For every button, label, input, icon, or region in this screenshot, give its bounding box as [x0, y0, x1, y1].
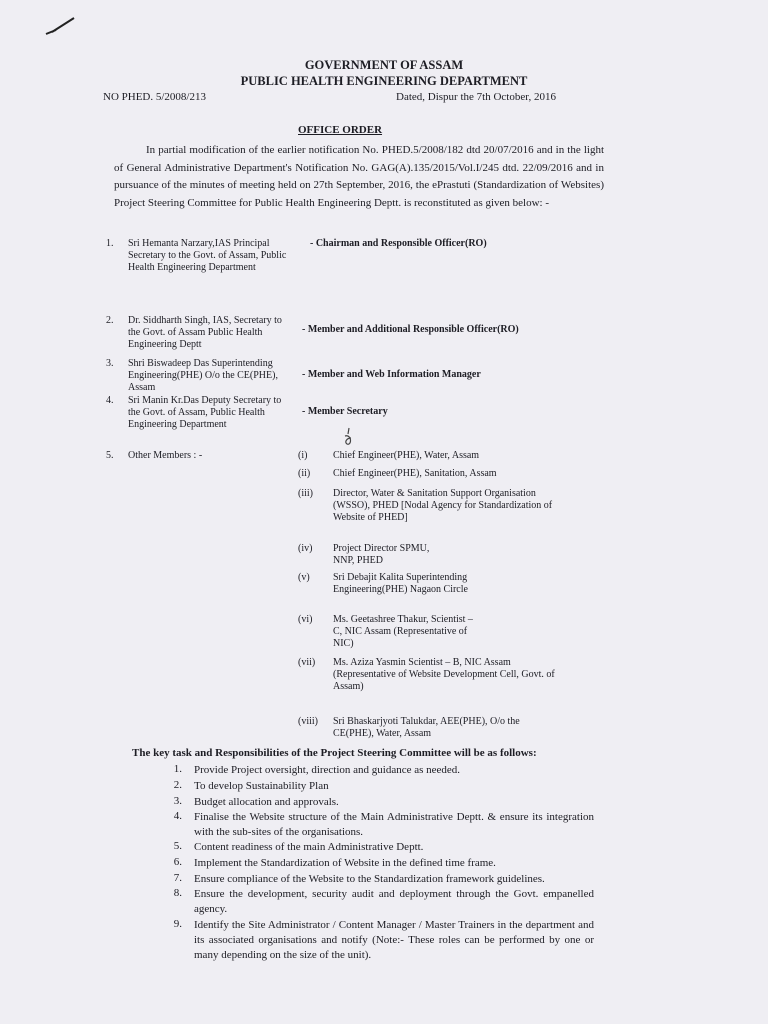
other-item-7-text: Ms. Aziza Yasmin Scientist – B, NIC Assam (Representative of Website Development Cell, Govt. of Assam)	[333, 657, 555, 692]
task-4-number: 4.	[173, 810, 182, 822]
other-item-7-number: (vii)	[298, 657, 316, 668]
member-4-role: - Member Secretary	[302, 406, 388, 417]
other-members-label: Other Members : -	[128, 450, 203, 461]
task-2-text: To develop Sustainability Plan	[194, 780, 329, 792]
task-2-number: 2.	[173, 779, 182, 791]
other-item-2-number: (ii)	[298, 468, 311, 479]
other-item-3-number: (iii)	[298, 488, 313, 499]
pen-scribble-mark	[342, 426, 356, 448]
reference-number: NO PHED. 5/2008/213	[103, 91, 206, 103]
task-3-number: 3.	[173, 795, 182, 807]
task-1-text: Provide Project oversight, direction and guidance as needed.	[194, 764, 461, 776]
header-government: GOVERNMENT OF ASSAM	[304, 58, 464, 72]
task-9-number: 9.	[173, 918, 182, 930]
office-order-title: OFFICE ORDER	[298, 124, 383, 136]
member-2-name: Dr. Siddharth Singh, IAS, Secretary to the Govt. of Assam Public Health Engineering Deptt	[128, 315, 282, 350]
other-item-8-text: Sri Bhaskarjyoti Talukdar, AEE(PHE), O/o the CE(PHE), Water, Assam	[333, 716, 520, 739]
member-1-name: Sri Hemanta Narzary,IAS Principal Secretary to the Govt. of Assam, Public Health Engineering Department	[128, 238, 287, 273]
other-item-6-number: (vi)	[298, 614, 313, 625]
task-3-text: Budget allocation and approvals.	[194, 796, 339, 808]
other-item-5-text: Sri Debajit Kalita Superintending Engineering(PHE) Nagaon Circle	[333, 572, 468, 595]
task-7-number: 7.	[173, 872, 182, 884]
other-members-number: 5.	[106, 450, 114, 461]
dated-line: Dated, Dispur the 7th October, 2016	[396, 91, 556, 103]
other-item-4-text: Project Director SPMU, NNP, PHED	[333, 543, 430, 566]
other-item-4-number: (iv)	[298, 543, 313, 554]
task-1-number: 1.	[173, 763, 182, 775]
pen-tick-mark	[42, 12, 82, 40]
task-4-text: Finalise the Website structure of the Main Administrative Deptt. & ensure its integration with the sub-sites of the organisations.	[194, 811, 594, 838]
tasks-heading: The key task and Responsibilities of the Project Steering Committee will be as follows:	[132, 747, 537, 759]
intro-text: In partial modification of the earlier notification No. PHED.5/2008/182 dtd 20/07/2016 and in the light of General Administrative Department's Notification No. GAG(A).135/2015/Vol.I/245 dtd. 22/09/2016 and in pursuance of the minutes of meeting held on 27th September, 2016, the ePrastuti (Standardization of Websites) Project Steering Committee for Public Health Engineering Deptt. is reconstituted as given below: -	[114, 144, 604, 209]
task-9-text: Identify the Site Administrator / Content Manager / Master Trainers in the department and its associated organisations and notify (Note:- These roles can be performed by one or many depending on the size of the unit).	[194, 919, 594, 961]
member-3-role: - Member and Web Information Manager	[302, 369, 481, 380]
other-item-1-text: Chief Engineer(PHE), Water, Assam	[333, 450, 480, 461]
other-item-2-text: Chief Engineer(PHE), Sanitation, Assam	[333, 468, 497, 479]
member-1-role: - Chairman and Responsible Officer(RO)	[310, 238, 487, 249]
task-6-number: 6.	[173, 856, 182, 868]
task-5-text: Content readiness of the main Administrative Deptt.	[194, 841, 424, 853]
other-item-3-text: Director, Water & Sanitation Support Organisation (WSSO), PHED [Nodal Agency for Standardization of Website of PHED]	[333, 488, 553, 523]
member-3-number: 3.	[106, 358, 114, 369]
intro-paragraph	[114, 142, 604, 212]
member-4-number: 4.	[106, 395, 114, 406]
task-6-text: Implement the Standardization of Website in the defined time frame.	[194, 857, 496, 869]
other-item-1-number: (i)	[298, 450, 308, 461]
other-item-5-number: (v)	[298, 572, 310, 583]
header-department: PUBLIC HEALTH ENGINEERING DEPARTMENT	[240, 74, 528, 88]
member-2-role: - Member and Additional Responsible Officer(RO)	[302, 324, 519, 335]
task-7-text: Ensure compliance of the Website to the Standardization framework guidelines.	[194, 873, 545, 885]
member-1-number: 1.	[106, 238, 114, 249]
task-8-number: 8.	[173, 887, 182, 899]
other-item-6-text: Ms. Geetashree Thakur, Scientist – C, NIC Assam (Representative of NIC)	[333, 614, 473, 649]
other-item-8-number: (viii)	[298, 716, 318, 727]
task-5-number: 5.	[173, 840, 182, 852]
member-4-name: Sri Manin Kr.Das Deputy Secretary to the Govt. of Assam, Public Health Engineering Department	[128, 395, 282, 430]
member-3-name: Shri Biswadeep Das Superintending Engineering(PHE) O/o the CE(PHE), Assam	[128, 358, 278, 393]
task-8-text: Ensure the development, security audit and deployment through the Govt. empanelled agency.	[194, 888, 594, 915]
member-2-number: 2.	[106, 315, 114, 326]
